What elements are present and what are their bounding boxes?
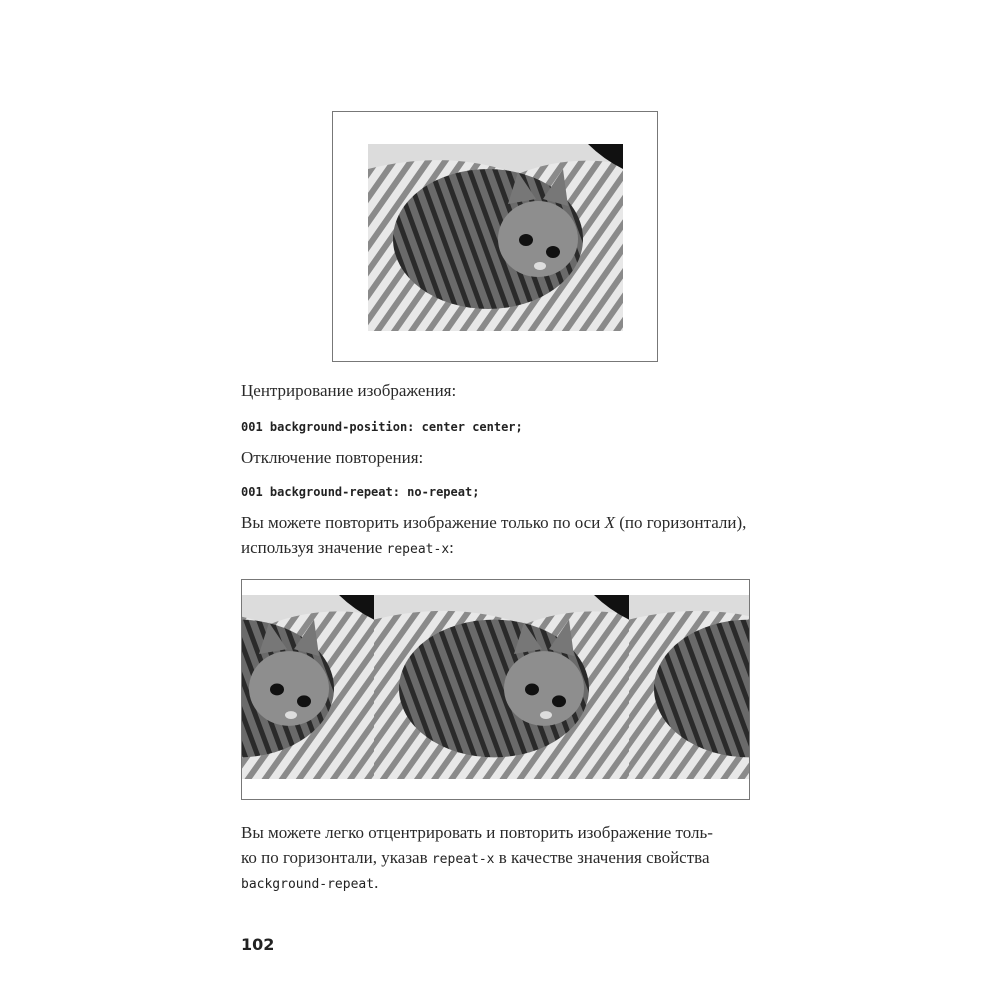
page-number: 102 (241, 935, 275, 954)
heading-centering: Центрирование изображения: (241, 381, 457, 400)
text: (по горизонтали), (614, 513, 747, 532)
text: используя значение (241, 538, 387, 557)
figure-centered-image (332, 111, 658, 362)
axis-label: X (604, 513, 615, 532)
figure-repeat-x (241, 579, 750, 800)
kitten-image (368, 144, 623, 331)
paragraph-center-repeat-line-3 (241, 873, 378, 895)
heading-no-repeat: Отключение повторения: (241, 448, 424, 467)
text: Вы можете повторить изображение только по оси (241, 513, 605, 532)
kitten-tile (242, 595, 374, 779)
inline-code: repeat-x (386, 542, 450, 557)
text: ко по горизонтали, указав (241, 848, 432, 867)
inline-code: repeat-x (431, 852, 495, 867)
text: : (449, 538, 454, 557)
code-line-2: 001 background-repeat: no-repeat; (241, 485, 480, 499)
kitten-tile (629, 595, 749, 779)
code-line-1: 001 background-position: center center; (241, 420, 523, 434)
paragraph-repeat-x-line-2 (241, 538, 454, 560)
text: в качестве значения свойства (494, 848, 710, 867)
inline-code: background-repeat (241, 877, 375, 892)
text: Вы можете легко отцентрировать и повторить изображение толь- (241, 823, 713, 842)
paragraph-repeat-x-line-1 (241, 513, 746, 533)
text: . (374, 873, 379, 892)
repeat-strip (242, 595, 749, 779)
paragraph-center-repeat-line-1 (241, 823, 713, 843)
kitten-tile (374, 595, 629, 779)
paragraph-center-repeat-line-2 (241, 848, 710, 870)
